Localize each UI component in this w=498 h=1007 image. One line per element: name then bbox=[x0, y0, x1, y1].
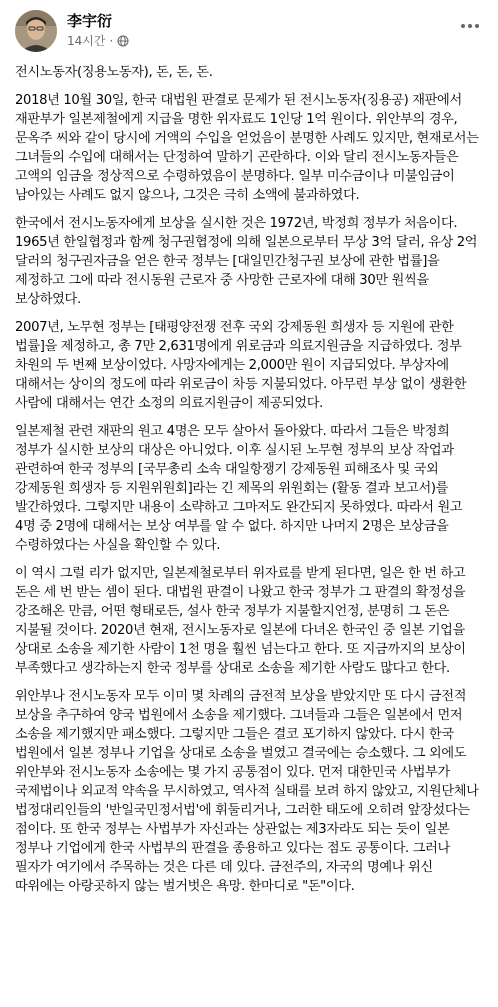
avatar-image bbox=[15, 10, 57, 52]
meta-separator: · bbox=[109, 34, 114, 48]
post-header bbox=[0, 0, 498, 60]
post-paragraph: 2018년 10월 30일, 한국 대법원 판결로 문제가 된 전시노동자(징용공) 재판에서 재판부가 일본제철에게 지급을 명한 위자료도 1인당 1억 원이다. 위안부의 경우, 문옥주 씨와 같이 당시에 거액의 수입을 얻었음이 분명한 사례도 있지만, 현재로서는 그녀들의 수입에 대해서는 단정하여 말하기 곤란하다. 이와 달리 전시노동자들은 고액의 임금을 정상적으로 수령하였음이 분명하다. 일부 미수금이나 미불임금이 남아있는 사례도 없지 않으나, 그것은 극히 소액에 불과하였다. bbox=[15, 93, 479, 203]
globe-icon[interactable] bbox=[117, 35, 129, 47]
post-paragraph: 2007년, 노무현 정부는 [태평양전쟁 전후 국외 강제동원 희생자 등 지원에 관한 법률]을 제정하고, 총 7만 2,631명에게 위로금과 의료지원금을 지급하였다. 정부 차원의 두 번째 보상이었다. 사망자에게는 2,000만 원이 지급되었다. 부상자에 대해서는 상이의 정도에 따라 위로금이 차등 지불되었다. 아무런 부상 없이 생환한 사람에 대해서는 연간 소정의 의료지원금이 제공되었다. bbox=[15, 320, 467, 411]
more-options-icon bbox=[460, 23, 480, 29]
post-meta bbox=[67, 33, 129, 49]
post-paragraph: 일본제철 관련 재판의 원고 4명은 모두 살아서 돌아왔다. 따라서 그들은 박정희 정부가 실시한 보상의 대상은 아니었다. 이후 실시된 노무현 정부의 보상 작업과 관련하여 한국 정부의 [국무총리 소속 대일항쟁기 강제동원 피해조사 및 국외 강제동원 희생자 등 지원위원회]라는 긴 제목의 위원회는 (활동 결과 보고서)를 발간하였다. 그렇지만 내용이 소략하고 그마저도 완간되지 못하였다. 따라서 원고 4명 중 2명에 대해서는 보상 여부를 알 수 없다. 하지만 나머지 2명은 보상금을 수령하였다는 사실을 확인할 수 있다. bbox=[15, 424, 463, 553]
post-timestamp[interactable]: 14시간 bbox=[67, 34, 106, 48]
post-body bbox=[15, 63, 485, 905]
author-avatar[interactable] bbox=[15, 10, 57, 52]
author-name[interactable]: 李宇衍 bbox=[67, 12, 113, 30]
post-paragraph: 위안부나 전시노동자 모두 이미 몇 차례의 금전적 보상을 받았지만 또 다시 금전적 보상을 추구하여 양국 법원에서 소송을 제기했다. 그녀들과 그들은 일본에서 먼저 소송을 제기했지만 패소했다. 그렇지만 그들은 결코 포기하지 않았다. 다시 한국 법원에서 일본 정부나 기업을 상대로 소송을 벌였고 결국에는 승소했다. 그 외에도 위안부와 전시노동자 소송에는 몇 가지 공통점이 있다. 먼저 대한민국 사법부가 국제법이나 외교적 약속을 무시하였고, 역사적 실태를 보려 하지 않았고, 지원단체나 법정대리인들의 '반일국민정서법'에 휘둘리거나, 그러한 태도에 오히려 앞장섰다는 점이다. 또 한국 정부는 사법부가 자신과는 상관없는 제3자라도 되는 듯이 일본 정부나 기업에게 한국 사법부의 판결을 종용하고 있다는 점도 공통이다. 그러나 필자가 여기에서 주목하는 것은 다른 데 있다. 금전주의, 자국의 명예나 위신 따위에는 아랑곳하지 않는 벌거벗은 욕망. 한마디로 "돈"이다. bbox=[15, 689, 479, 894]
post-paragraph: 이 역시 그럴 리가 없지만, 일본제철로부터 위자료를 받게 된다면, 일은 한 번 하고 돈은 세 번 받는 셈이 된다. 대법원 판결이 나왔고 한국 정부가 그 판결의 확정성을 강조해온 만큼, 어떤 형태로든, 설사 한국 정부가 지불할지언정, 분명히 그 돈은 지불될 것이다. 2020년 현재, 전시노동자로 일본에 다녀온 한국인 중 일본 기업을 상대로 소송을 제기한 사람이 1천 명을 훨씬 넘는다고 한다. 또 지금까지의 보상이 부족했다고 생각하는지 한국 정부를 상대로 소송을 제기한 사람도 많다고 한다. bbox=[15, 566, 466, 676]
post-paragraph: 한국에서 전시노동자에게 보상을 실시한 것은 1972년, 박정희 정부가 처음이다. 1965년 한일협정과 함께 청구권협정에 의해 일본으로부터 무상 3억 달러, 유상 2억 달러의 청구권자금을 얻은 한국 정부는 [대일민간청구권 보상에 관한 법률]을 제정하고 그에 따라 전시동원 근로자 중 사망한 근로자에 대해 30만 원씩을 보상하였다. bbox=[15, 216, 478, 307]
more-options-button[interactable] bbox=[458, 16, 482, 36]
post-paragraph-title: 전시노동자(징용노동자), 돈, 돈, 돈. bbox=[15, 65, 213, 80]
